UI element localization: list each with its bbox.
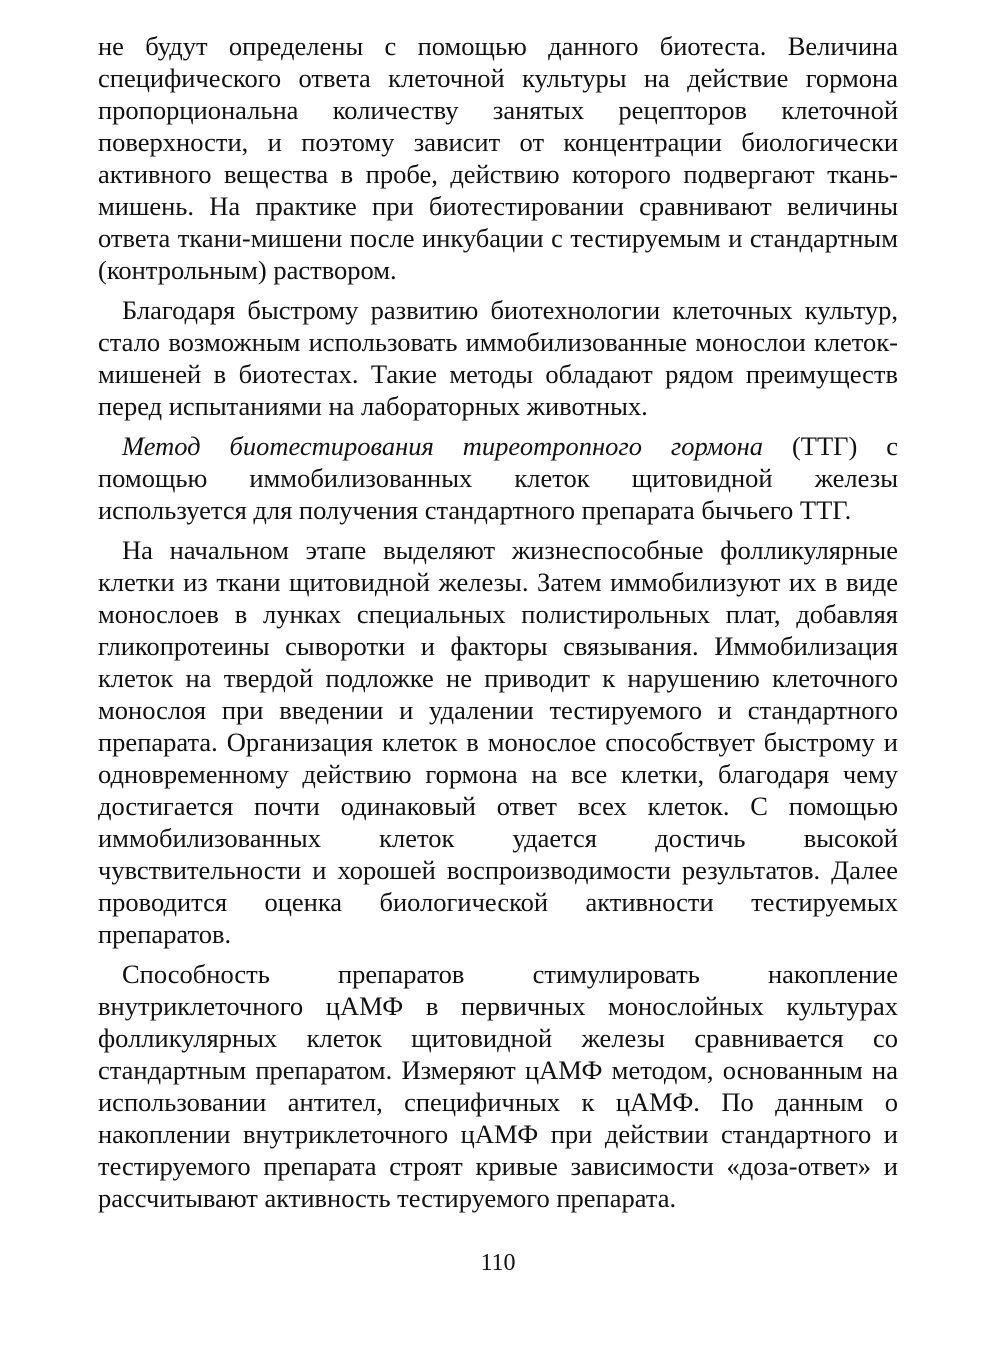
paragraph-4: На начальном этапе выделяют жизнеспособные фолликулярные клетки из ткани щитовидной железы. Затем иммобилизуют их в виде монослоев в лунках специальных полистирольных плат, добавляя гликопротеины сыворотки и факторы связывания. Иммобилизация клеток на твердой подложке не приводит к нарушению клеточного монослоя при введении и удалении тестируемого и стандартного препарата. Организация клеток в монослое способствует быстрому и одновременному действию гормона на все клетки, благодаря чему достигается почти одинаковый ответ всех клеток. С помощью иммобилизованных клеток удается достичь высокой чувствительности и хорошей воспроизводимости результатов. Далее проводится оценка биологической активности тестируемых препаратов. — [98, 535, 898, 949]
paragraph-3 — [98, 430, 898, 526]
paragraph-2: Благодаря быстрому развитию биотехнологии клеточных культур, стало возможным использовать иммобилизованные монослои клеток-мишеней в биотестах. Такие методы обладают рядом преимуществ перед испытаниями на лабораторных животных. — [98, 295, 898, 421]
page-number: 110 — [480, 1250, 516, 1276]
paragraph-3-text: (ТТГ) с помощью иммобилизованных клеток щитовидной железы используется для получения стандартного препарата бычьего ТТГ. — [98, 431, 898, 525]
paragraph-5: Способность препаратов стимулировать накопление внутриклеточного цАМФ в первичных монослойных культурах фолликулярных клеток щитовидной железы сравнивается со стандартным препаратом. Измеряют цАМФ методом, основанным на использовании антител, специфичных к цАМФ. По данным о накоплении внутриклеточного цАМФ при действии стандартного и тестируемого препарата строят кривые зависимости «доза-ответ» и рассчитывают активность тестируемого препарата. — [98, 959, 898, 1213]
italic-term: Метод биотестирования тиреотропного гормона — [122, 431, 763, 461]
page-body — [98, 30, 898, 1222]
paragraph-1: не будут определены с помощью данного биотеста. Величина специфического ответа клеточной культуры на действие гормона пропорциональна количеству занятых рецепторов клеточной поверхности, и поэтому зависит от концентрации биологически активного вещества в пробе, действию которого подвергают ткань-мишень. На практике при биотестировании сравнивают величины ответа ткани-мишени после инкубации с тестируемым и стандартным (контрольным) раствором. — [98, 31, 898, 285]
